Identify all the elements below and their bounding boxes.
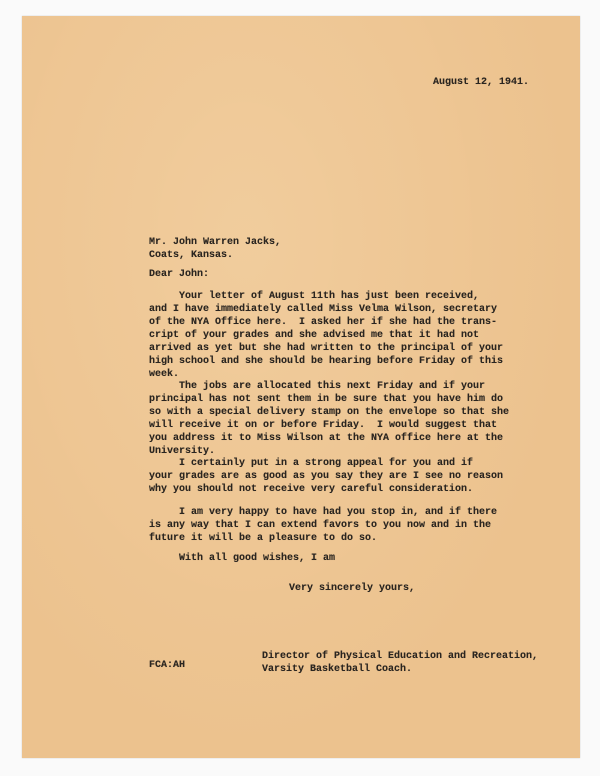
text-line: arrived as yet but she had written to the principal of your	[149, 343, 504, 354]
reference-initials: FCA:AH	[149, 660, 186, 671]
recipient-location: Coats, Kansas.	[149, 250, 234, 261]
title-line: Varsity Basketball Coach.	[262, 664, 413, 675]
text-line: week.	[149, 369, 180, 380]
text-line: cript of your grades and she advised me that it had not	[149, 330, 480, 341]
complimentary-close: Very sincerely yours,	[289, 583, 416, 594]
paragraph-3	[149, 457, 503, 496]
recipient-name: Mr. John Warren Jacks,	[149, 237, 282, 248]
paragraph-1	[149, 290, 503, 381]
text-line: your grades are as good as you say they are I see no reason	[149, 471, 504, 482]
text-line: of the NYA Office here. I asked her if she had the trans-	[149, 317, 498, 328]
signature-title	[262, 650, 538, 676]
salutation: Dear John:	[149, 269, 210, 280]
text-line: is any way that I can extend favors to you now and in the	[149, 520, 492, 531]
text-line: University.	[149, 446, 216, 457]
text-line: The jobs are allocated this next Friday and if your	[149, 381, 486, 392]
text-line: will receive it on or before Friday. I would suggest that	[149, 420, 498, 431]
text-line: I am very happy to have had you stop in, and if there	[149, 507, 498, 518]
title-line: Director of Physical Education and Recreation,	[262, 651, 539, 662]
paragraph-2	[149, 380, 509, 458]
text-line: I certainly put in a strong appeal for you and if	[149, 458, 474, 469]
text-line: why you should not receive very careful consideration.	[149, 484, 474, 495]
paragraph-4	[149, 506, 497, 545]
text-line: Your letter of August 11th has just been received,	[149, 291, 480, 302]
text-line: principal has not sent them in be sure that you have him do	[149, 394, 504, 405]
paragraph-5	[149, 552, 335, 565]
recipient-address	[149, 236, 281, 262]
text-line: With all good wishes, I am	[149, 553, 336, 564]
text-line: so with a special delivery stamp on the envelope so that she	[149, 407, 510, 418]
text-line: high school and she should be hearing before Friday of this	[149, 356, 504, 367]
letter-date: August 12, 1941.	[433, 77, 530, 88]
text-line: future it will be a pleasure to do so.	[149, 533, 378, 544]
text-line: and I have immediately called Miss Velma Wilson, secretary	[149, 304, 498, 315]
text-line: you address it to Miss Wilson at the NYA office here at the	[149, 433, 504, 444]
